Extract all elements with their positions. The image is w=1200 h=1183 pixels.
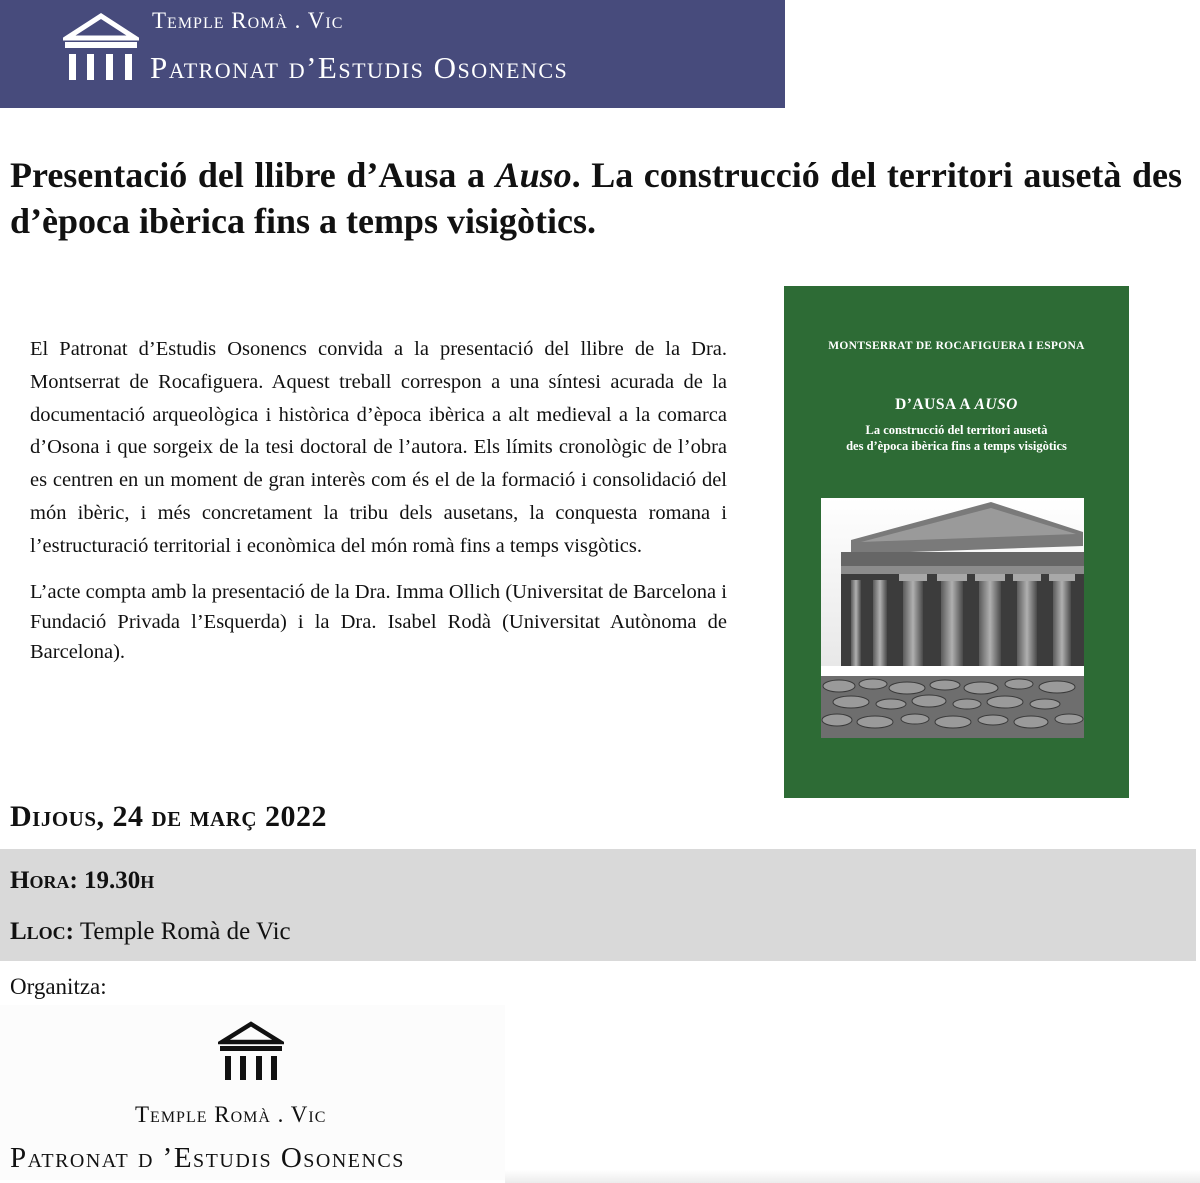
cover-subtitle	[814, 422, 1099, 454]
place-label: Lloc:	[10, 918, 75, 945]
temple-logo-icon	[63, 12, 139, 82]
body-paragraph-presenters: L’acte compta amb la presentació de la Dra. Imma Ollich (Universitat de Barcelona i Fundació Privada l’Esquerda) i la Dra. Isabel Rodà (Universitat Autònoma de Barcelona).	[30, 580, 727, 663]
event-date: Dijous, 24 de març 2022	[10, 800, 328, 833]
organizer-line-temple: Temple Romà . Vic	[135, 1102, 327, 1127]
time-label: Hora:	[10, 867, 78, 894]
cover-author: MONTSERRAT DE ROCAFIGUERA I ESPONA	[828, 340, 1085, 352]
time-value: 19.30h	[84, 867, 155, 894]
book-cover	[784, 286, 1129, 798]
title-start: Presentació del llibre d’Ausa a	[10, 155, 496, 195]
event-info-box	[0, 849, 1196, 961]
cover-title	[784, 396, 1129, 414]
body-text	[30, 333, 727, 681]
header-banner	[0, 0, 785, 108]
body-paragraph-invitation: El Patronat d’Estudis Osonencs convida a la presentació del llibre de la Dra. Montserrat de Rocafiguera. Aquest treball correspon a una síntesi acurada de la documentació arqueològica i històrica d’època ibèrica a alt medieval a la comarca d’Osona i que sorgeix de la tesi doctoral de l’autora. Els límits cronològic de l’obra es centren en un moment de gran interès com és el de la formació i consolidació del món ibèric, i més concretament la tribu dels ausetans, la conquesta romana i l’estructuració territorial i econòmica del món romà fins a temps visgòtics.	[30, 338, 727, 557]
header-line-temple: Temple Romà . Vic	[152, 8, 344, 33]
organizer-label: Organitza:	[10, 974, 107, 999]
cover-subtitle-line2: des d’època ibèrica fins a temps visigòtics	[846, 439, 1067, 453]
event-place-row	[10, 918, 291, 946]
bottom-shadow-strip	[505, 1170, 1200, 1183]
cover-temple-photo	[821, 498, 1084, 738]
organizer-logo	[0, 1005, 505, 1180]
header-line-patronat: Patronat d’Estudis Osonencs	[150, 50, 569, 85]
cover-subtitle-line1: La construcció del territori ausetà	[865, 423, 1048, 437]
cover-title-start: D’AUSA A	[895, 396, 975, 413]
place-value: Temple Romà de Vic	[79, 918, 291, 945]
title-end: . La construcció del territori ausetà des d’època ibèrica fins a temps visigòtics.	[10, 155, 1183, 241]
event-time-row	[10, 867, 154, 895]
temple-logo-icon	[218, 1020, 284, 1082]
temple-photo-illustration	[821, 498, 1084, 738]
cover-title-italic: AUSO	[974, 396, 1018, 413]
organizer-line-patronat: Patronat d ’Estudis Osonencs	[10, 1142, 405, 1174]
title-italic-auso: Auso	[495, 155, 572, 195]
page-title	[10, 152, 1182, 244]
